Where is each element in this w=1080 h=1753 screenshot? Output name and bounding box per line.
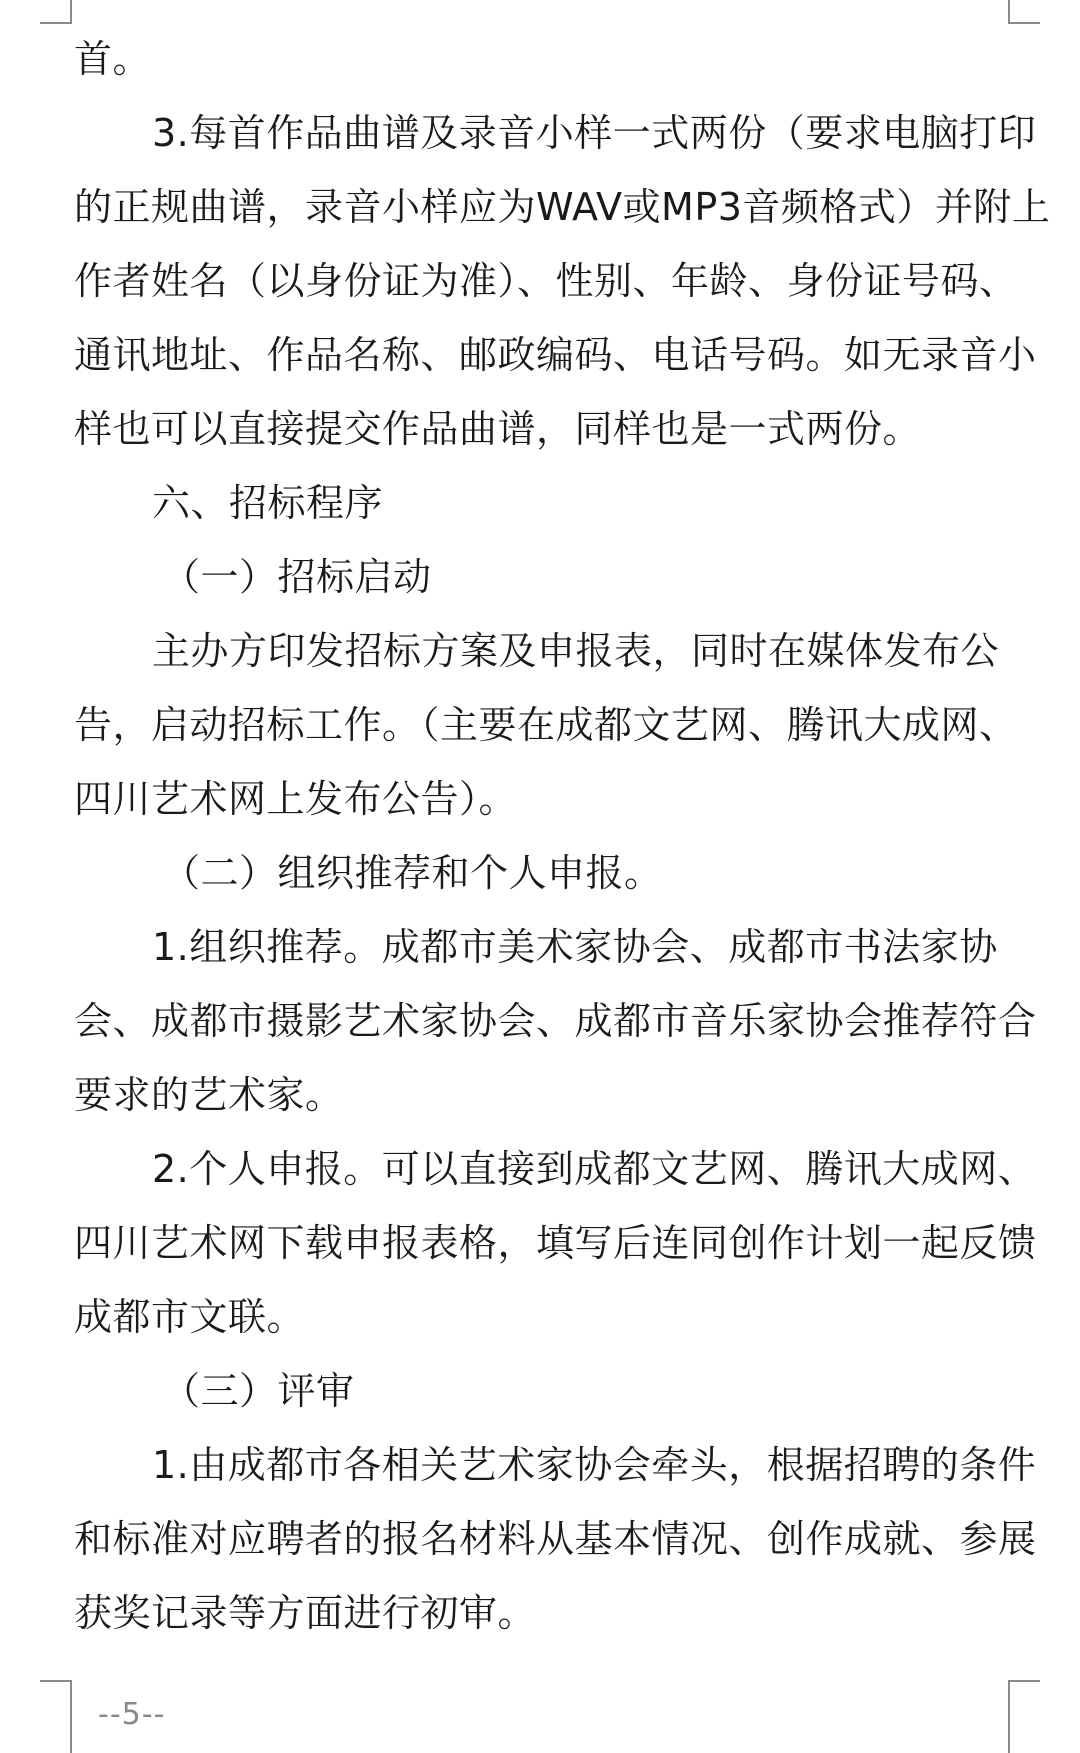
text-line: 成都市文联。 (74, 1295, 306, 1339)
paragraph (74, 910, 1044, 1132)
text-line: 首。 (74, 37, 152, 81)
paragraph (74, 1354, 1044, 1428)
text-line: 告，启动招标工作。（主要在成都文艺网、腾讯大成网、 (74, 703, 1018, 747)
text-line: 的正规曲谱，录音小样应为WAV或MP3音频格式）并附上 (74, 185, 1051, 229)
paragraph (74, 1428, 1044, 1650)
paragraph (74, 1132, 1044, 1354)
page-corner-top-left (40, 0, 72, 24)
page-number: --5-- (98, 1697, 166, 1732)
paragraph (74, 836, 1044, 910)
text-line: 作者姓名（以身份证为准）、性别、年龄、身份证号码、 (74, 259, 1018, 303)
text-line: 1.组织推荐。成都市美术家协会、成都市书法家协 (152, 925, 998, 969)
page-corner-top-right (1008, 0, 1040, 24)
text-line: 获奖记录等方面进行初审。 (74, 1591, 537, 1635)
text-line: 3.每首作品曲谱及录音小样一式两份（要求电脑打印 (152, 111, 1037, 155)
paragraph (74, 466, 1044, 540)
paragraph (74, 614, 1044, 836)
text-line: 四川艺术网下载申报表格，填写后连同创作计划一起反馈 (74, 1221, 1037, 1265)
page-corner-bottom-right (1008, 1680, 1040, 1753)
text-line: 1.由成都市各相关艺术家协会牵头，根据招聘的条件 (152, 1443, 1037, 1487)
document-body (74, 22, 1051, 1650)
paragraph (74, 22, 1044, 96)
text-line: 四川艺术网上发布公告）。 (74, 777, 518, 821)
paragraph (74, 540, 1044, 614)
text-line: （二）组织推荐和个人申报。 (162, 851, 663, 895)
text-line: 和标准对应聘者的报名材料从基本情况、创作成就、参展 (74, 1517, 1037, 1561)
text-line: （一）招标启动 (162, 555, 432, 599)
page-corner-bottom-left (40, 1680, 72, 1753)
text-line: （三）评审 (162, 1369, 355, 1413)
text-line: 样也可以直接提交作品曲谱，同样也是一式两份。 (74, 407, 922, 451)
text-line: 要求的艺术家。 (74, 1073, 344, 1117)
text-line: 通讯地址、作品名称、邮政编码、电话号码。如无录音小 (74, 333, 1037, 377)
paragraph (74, 96, 1051, 466)
text-line: 主办方印发招标方案及申报表，同时在媒体发布公 (152, 629, 1000, 673)
text-line: 2.个人申报。可以直接到成都文艺网、腾讯大成网、 (152, 1147, 1037, 1191)
text-line: 会、成都市摄影艺术家协会、成都市音乐家协会推荐符合 (74, 999, 1037, 1043)
text-line: 六、招标程序 (152, 481, 384, 525)
